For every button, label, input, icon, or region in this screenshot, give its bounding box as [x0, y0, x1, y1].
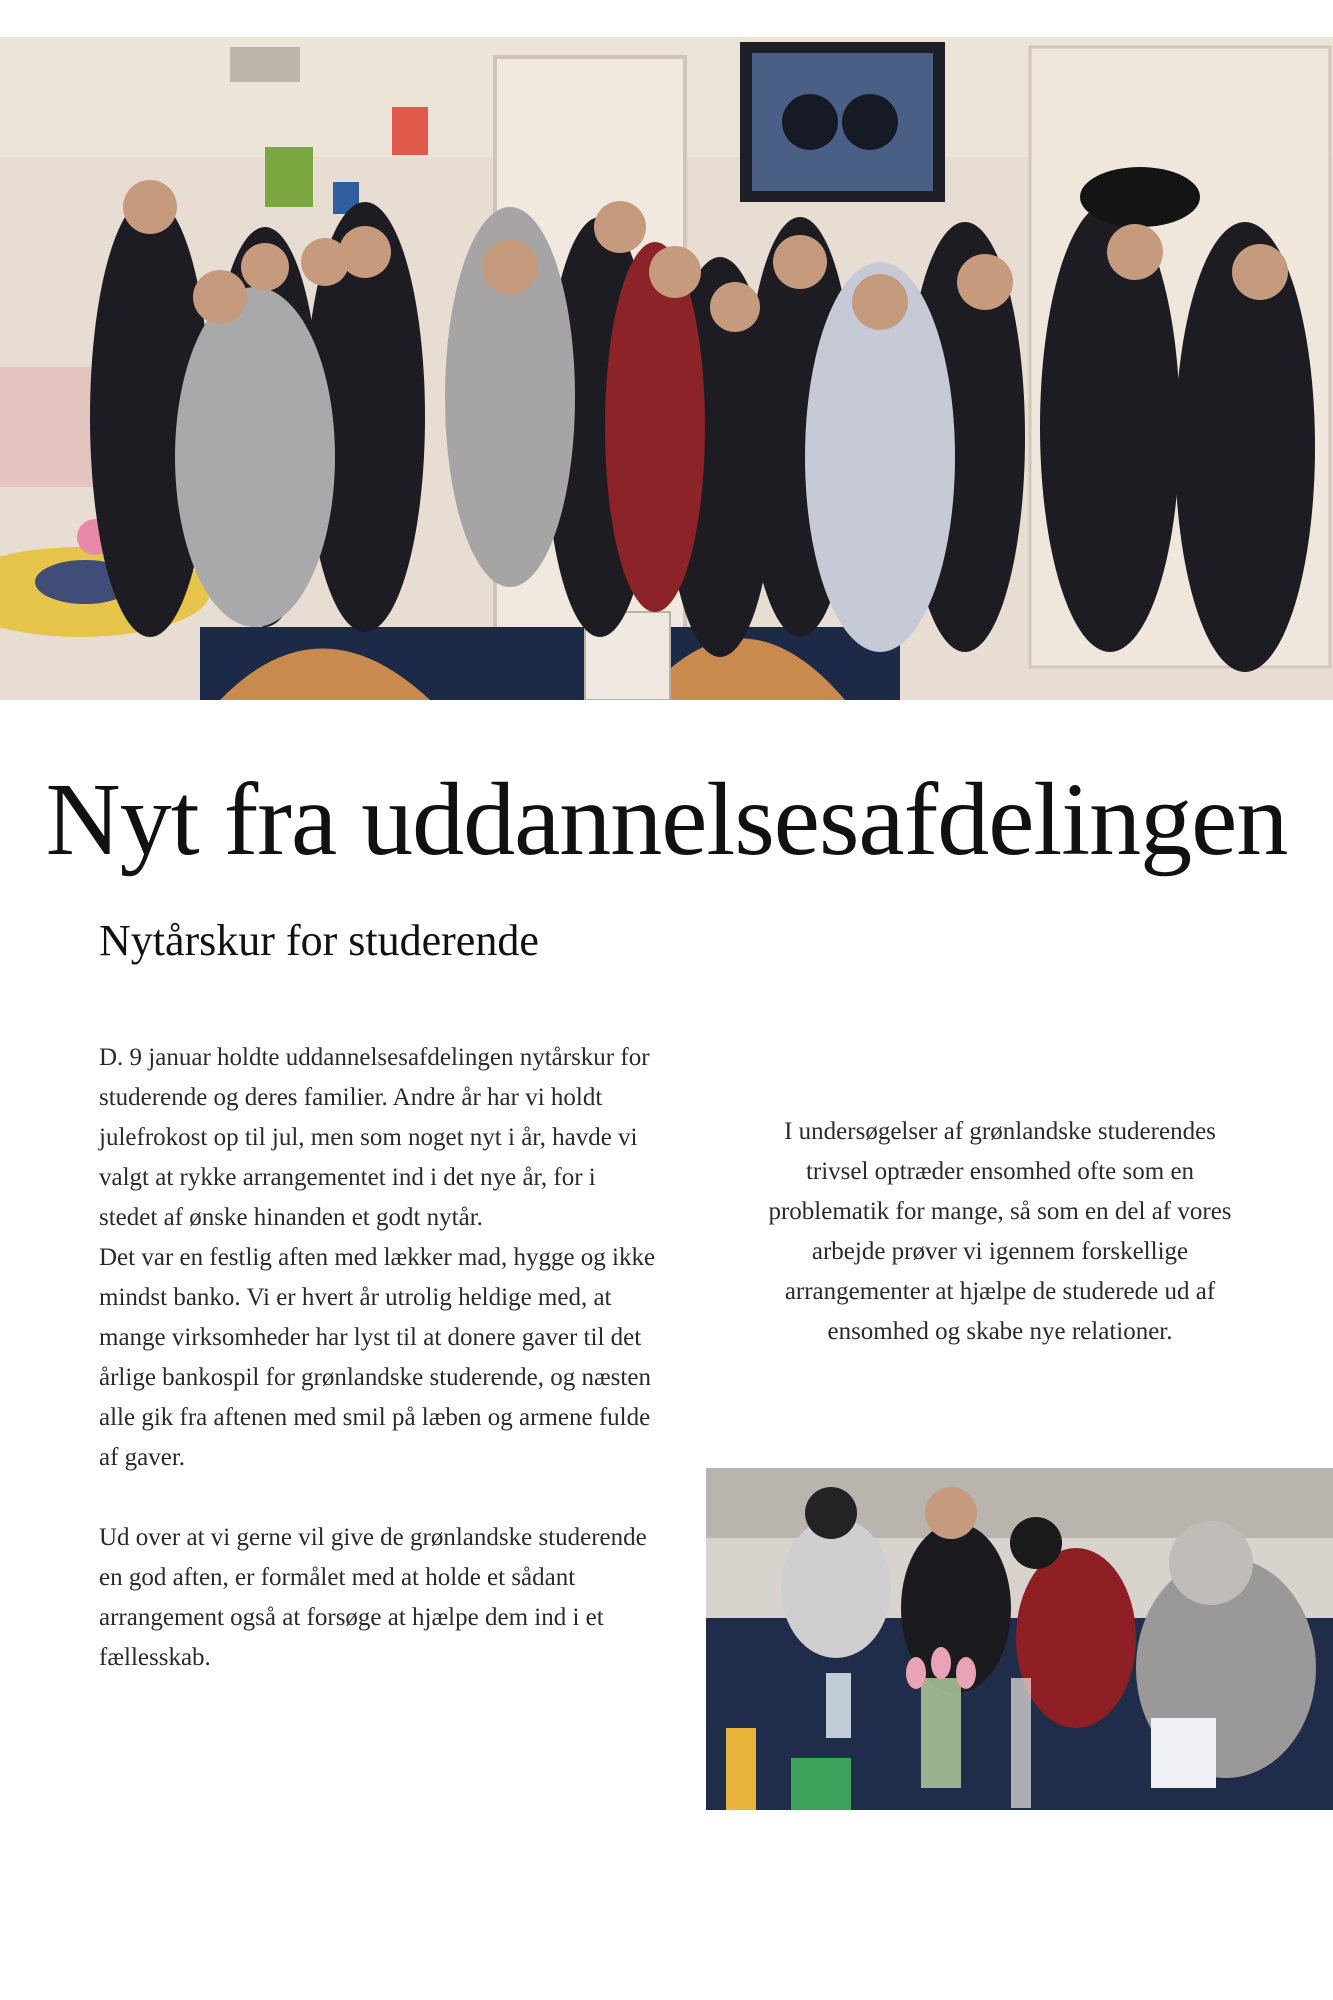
- article-right-column: [760, 1112, 1240, 1352]
- article-paragraph: I undersøgelser af grønlandske studerendes trivsel optræder ensomhed ofte som en problematik for mange, så som en del af vores arbejde prøver vi igennem forskellige arrangementer at hjælpe de studerede ud af ensomhed og skabe nye relationer.: [768, 1118, 1232, 1345]
- section-subtitle: Nytårskur for studerende: [99, 916, 539, 965]
- group-photo: [0, 37, 1333, 700]
- bingo-photo: [706, 1468, 1333, 1810]
- group-photo-icon: [0, 37, 1333, 700]
- article-paragraph: D. 9 januar holdte uddannelsesafdelingen nytårskur for studerende og deres familier. Andre år har vi holdt julefrokost op til jul, men som noget nyt i år, havde vi valgt at rykke arrangementet ind i det nye år, for i stedet af ønske hinanden et godt nytår. Det var en festlig aften med lækker mad, hygge og ikke mindst banko. Vi er hvert år utrolig heldige med, at mange virksomheder har lyst til at donere gaver til det årlige bankospil for grønlandske studerende, og næsten alle gik fra aftenen med smil på læben og armene fulde af gaver.: [99, 1044, 656, 1471]
- article-paragraph: Ud over at vi gerne vil give de grønlandske studerende en god aften, er formålet med at holde et sådant arrangement også at forsøge at hjælpe dem ind i et fællesskab.: [99, 1524, 647, 1671]
- page-title: Nyt fra uddannelsesafdelingen: [45, 762, 1288, 877]
- bingo-photo-icon: [706, 1468, 1333, 1810]
- article-left-column: [99, 1038, 659, 1678]
